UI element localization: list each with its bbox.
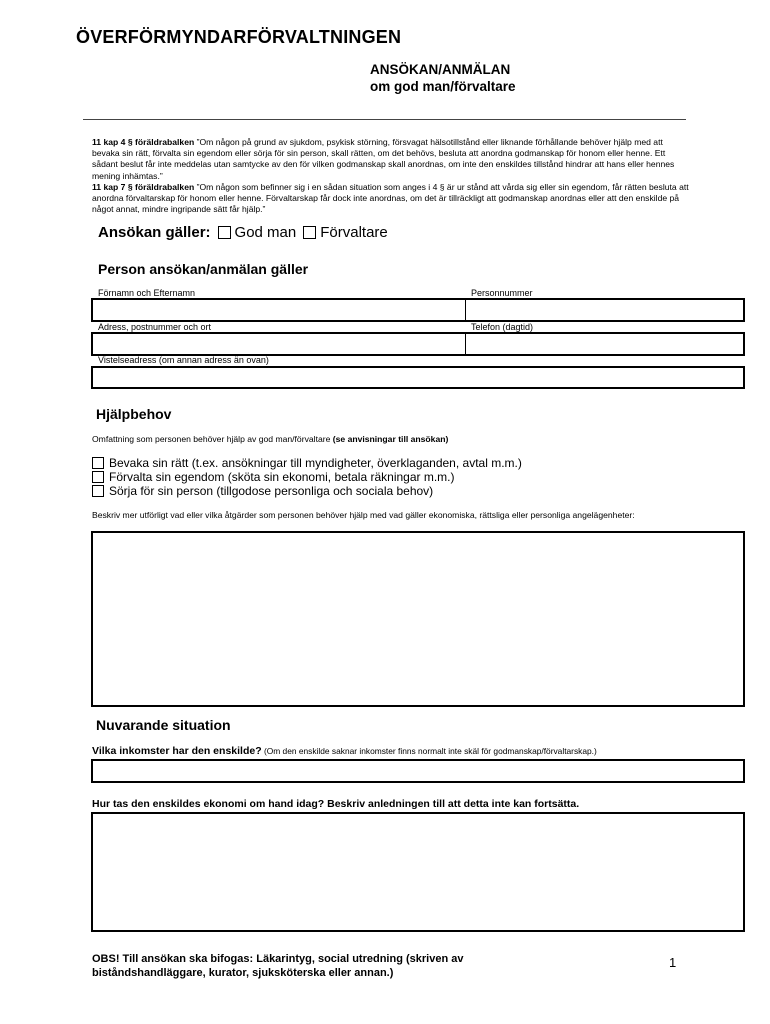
income-field[interactable] [91, 759, 745, 783]
law-text-2: ”Om någon som befinner sig i en sådan situation som anges i 4 § är ur stånd att vårda sig eller sin egendom, får rätten besluta att anordna förvaltarskap för honom eller henne. Förvaltarskap får dock inte anordnas, om det är tillräckligt att godmanskap anordnas eller att den enskilde på något annat, mindre ingripande sätt får hjälp.” [92, 181, 689, 215]
stay-address-field[interactable] [91, 366, 745, 389]
address-phone-row [91, 332, 745, 356]
need-label: Bevaka sin rätt (t.ex. ansökningar till myndigheter, överklaganden, avtal m.m.) [109, 456, 522, 470]
god-man-label: God man [234, 224, 297, 241]
organization-name: ÖVERFÖRMYNDARFÖRVALTNINGEN [76, 27, 402, 47]
form-title [370, 61, 516, 95]
personnummer-label: Personnummer [471, 288, 533, 298]
help-scope-label: Omfattning som personen behöver hjälp av god man/förvaltare [92, 434, 333, 444]
name-pnr-row [91, 298, 745, 322]
help-heading: Hjälpbehov [96, 406, 172, 422]
form-title-line2: om god man/förvaltare [370, 79, 516, 94]
application-type [98, 224, 388, 241]
address-field[interactable] [93, 334, 465, 354]
economy-question: Hur tas den enskildes ekonomi om hand idag? Beskriv anledningen till att detta inte kan fortsätta. [92, 798, 580, 810]
need-checkbox[interactable] [92, 471, 104, 483]
person-heading: Person ansökan/anmälan gäller [98, 261, 309, 277]
law-text-1: ”Om någon på grund av sjukdom, psykisk störning, försvagat hälsotillstånd eller liknande förhållande behöver hjälp med att bevaka sin rätt, förvalta sin egendom eller sörja för sin person, skall rätten, om det behövs, besluta att anordna godmanskap för honom eller henne. Ett sådant beslut får inte meddelas utan samtycke av den för vilken godmanskap skall anordnas, om inte den enskildes tillstånd hindrar att hans eller hennes mening inhämtas.” [92, 137, 675, 181]
god-man-checkbox[interactable] [218, 226, 231, 239]
personnummer-field[interactable] [466, 300, 743, 320]
phone-field[interactable] [466, 334, 743, 354]
option-god-man[interactable] [218, 224, 297, 241]
help-scope-note: (se anvisningar till ansökan) [332, 434, 449, 444]
law-ref-2: 11 kap 7 § föräldrabalken [92, 181, 195, 192]
describe-label: Beskriv mer utförligt vad eller vilka åtgärder som personen behöver hjälp med vad gäller ekonomiska, rättsliga eller personliga angelägenheter: [92, 510, 635, 520]
situation-heading: Nuvarande situation [96, 717, 231, 733]
law-ref-1: 11 kap 4 § föräldrabalken [92, 137, 195, 147]
need-checkbox[interactable] [92, 457, 104, 469]
need-option[interactable] [92, 456, 522, 470]
option-forvaltare[interactable] [303, 224, 388, 241]
stay-address-label: Vistelseadress (om annan adress än ovan) [98, 355, 269, 365]
describe-textarea[interactable] [91, 531, 745, 707]
need-option[interactable] [92, 484, 522, 498]
needs-list [92, 456, 522, 498]
income-question-note: (Om den enskilde saknar inkomster finns normalt inte skäl för godmanskap/förvaltarskap.) [261, 746, 597, 756]
address-label: Adress, postnummer och ort [98, 322, 212, 332]
header-divider [83, 119, 686, 120]
forvaltare-checkbox[interactable] [303, 226, 316, 239]
economy-textarea[interactable] [91, 812, 745, 932]
need-label: Förvalta sin egendom (sköta sin ekonomi, betala räkningar m.m.) [109, 470, 455, 484]
need-label: Sörja för sin person (tillgodose personliga och sociala behov) [109, 484, 434, 498]
need-option[interactable] [92, 470, 522, 484]
attachments-note: OBS! Till ansökan ska bifogas: Läkarintyg, social utredning (skriven av biståndshandläggare, kurator, sjuksköterska eller annan.) [92, 953, 464, 979]
income-question [92, 745, 597, 757]
name-field[interactable] [93, 300, 465, 320]
phone-label: Telefon (dagtid) [471, 322, 534, 332]
law-text [92, 137, 692, 215]
income-question-text: Vilka inkomster har den enskilde? [92, 745, 262, 757]
page-number: 1 [669, 955, 677, 970]
name-label: Förnamn och Efternamn [98, 288, 196, 298]
need-checkbox[interactable] [92, 485, 104, 497]
form-title-line1: ANSÖKAN/ANMÄLAN [370, 62, 511, 77]
forvaltare-label: Förvaltare [320, 224, 388, 241]
help-scope-text [92, 434, 448, 444]
application-type-label: Ansökan gäller: [98, 224, 211, 241]
